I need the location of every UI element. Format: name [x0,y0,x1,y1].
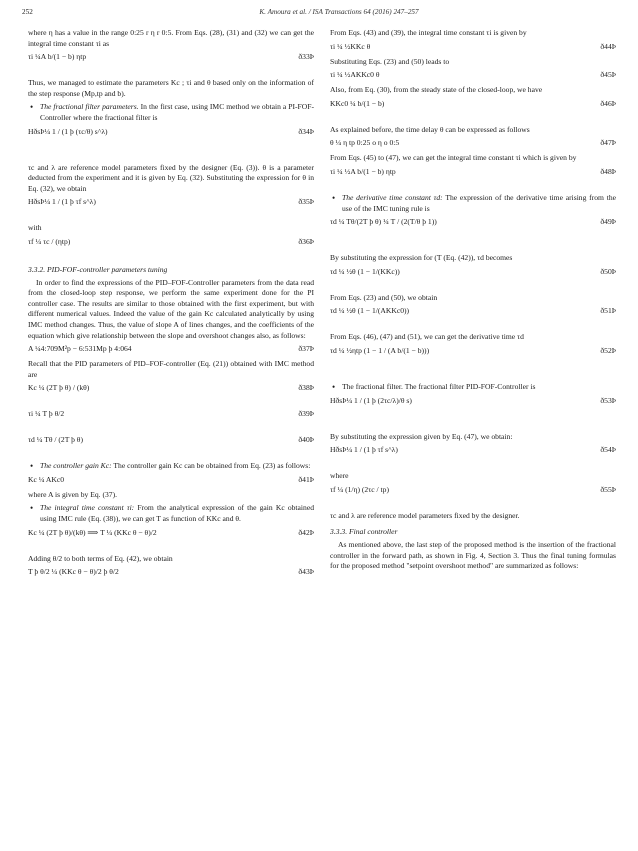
equation-36: τf ¼ τc / (ηtp) ð36Þ [28,236,314,246]
equation-35: HðsÞ¼ 1 / (1 þ τf s^λ) ð35Þ [28,197,314,207]
right-column [330,28,616,575]
equation-47: θ ¼ η tp 0:25 o η o 0:5 ð47Þ [330,138,616,148]
left-column [28,28,314,593]
paragraph: where [330,471,349,481]
equation-41: Kc ¼ AKc0 ð41Þ [28,474,314,484]
paragraph: As mentioned above, the last step of the proposed method is the insertion of the fractional controller in the forward path, as shown in Fig. 4, Section 3. Thus the final tuning formulas for the proposed method "setpoint overshoot method" are summarized as follows: [330,539,616,571]
paragraph: From Eqs. (43) and (39), the integral time constant τi is given by [330,28,527,37]
paragraph: From Eqs. (46), (47) and (51), we can get the derivative time τd [330,332,524,342]
bullet-derivative-time: • The derivative time constant τd: The expression of the derivative time arising from the use of the IMC tuning rule is [330,193,616,214]
equation-45: τi ¼ ½AKKc0 θ ð45Þ [330,70,616,80]
equation-38: Kc ¼ (2T þ θ) / (kθ) ð38Þ [28,383,314,393]
paragraph: Substituting Eqs. (23) and (50) leads to [330,56,450,66]
section-heading: 3.3.2. PID-FOF-controller parameters tuning [28,264,168,274]
equation-43: T þ θ/2 ¼ (KKc θ − θ)/2 þ θ/2 ð43Þ [28,567,314,577]
equation-55: τf ¼ (1/η) (2τc / tp) ð55Þ [330,484,616,494]
paragraph: Also, from Eq. (30), from the steady state of the closed-loop, we have [330,85,543,95]
paragraph: From Eqs. (45) to (47), we can get the integral time constant τi which is given by [330,153,577,163]
equation-33: τi ¼A b/(1 − b) ηtp ð33Þ [28,52,314,62]
paragraph: From Eqs. (23) and (50), we obtain [330,292,438,302]
equation-40: τd ¼ Tθ / (2T þ θ) ð40Þ [28,435,314,445]
equation-46: KKc0 ¼ b/(1 − b) ð46Þ [330,98,616,108]
equation-37: A ¼4:709M²p − 6:531Mp þ 4:064 ð37Þ [28,344,314,354]
paragraph: with [28,223,42,233]
equation-54: HðsÞ¼ 1 / (1 þ τf s^λ) ð54Þ [330,445,616,455]
equation-44: τi ¼ ½KKc θ ð44Þ [330,41,616,51]
equation-42: Kc ¼ (2T þ θ)/(kθ) ⟹ T ¼ (KKc θ − θ)/2 ð42Þ [28,527,314,537]
paragraph: where η has a value in the range 0:25 r η r 0:5. From Eqs. (28), (31) and (32) we can get the integral time constant τi as [28,28,314,48]
paragraph: τc and λ are reference model parameters fixed by the designer (Eq. (3)). θ is a parameter deducted from the experiment and it is given by Eq. (32). Substituting the expression for θ in Eq. (32), we obtain [28,162,314,193]
page-number: 252 [22,8,33,16]
journal-citation: K. Amoura et al. / ISA Transactions 64 (2016) 247–257 [259,8,419,16]
equation-49: τd ¼ Tθ/(2T þ θ) ¼ T / (2(T/θ þ 1)) ð49Þ [330,217,616,227]
bullet-controller-gain: • The controller gain Kc: The controller gain Kc can be obtained from Eq. (23) as follows: [28,461,314,472]
equation-34: HðsÞ¼ 1 / (1 þ (τc/θ) s^λ) ð34Þ [28,126,314,136]
bullet-fractional-filter: • The fractional filter. The fractional filter PID-FOF-Controller is [330,382,616,393]
paragraph: In order to find the expressions of the PID–FOF-Controller parameters from the data read from the closed-loop step response, we perform the same experiment done for the PI controller case. The results are similar to those obtained with the first experiment, but with different numerical values. Indeed the value of the gain Kc calculated analytically by using IMC method changes. Thus, the value of slope A of lines changes, and the coefficients of the equation which give relationship between the slope and overshoot changes also, as follows: [28,277,314,340]
equation-53: HðsÞ¼ 1 / (1 þ (2τc/λ)/θ s) ð53Þ [330,395,616,405]
paragraph: where A is given by Eq. (37). [28,489,117,499]
paragraph: Adding θ/2 to both terms of Eq. (42), we obtain [28,553,173,563]
equation-51: τd ¼ ½θ (1 − 1/(AKKc0)) ð51Þ [330,306,616,316]
bullet-integral-time: • The integral time constant τi: From the analytical expression of the gain Kc obtained using IMC rule (Eq. (38)), we can get T as function of KKc and θ. [28,503,314,524]
section-heading: 3.3.3. Final controller [330,527,398,537]
bullet-fractional-filter: • The fractional filter parameters. In the first case, using IMC method we obtain a PI-FOF-Controller where the fractional filter is [28,102,314,123]
equation-39: τi ¼ T þ θ/2 ð39Þ [28,409,314,419]
page-header [22,8,616,22]
paragraph: Thus, we managed to estimate the parameters Kc ; τi and θ based only on the information of the step response (Mp,tp and b). [28,78,314,98]
paragraph: By substituting the expression given by Eq. (47), we obtain: [330,431,513,441]
equation-48: τi ¼ ½A b/(1 − b) ηtp ð48Þ [330,166,616,176]
paragraph: Recall that the PID parameters of PID–FOF-controller (Eq. (21)) obtained with IMC method are [28,359,314,379]
equation-52: τd ¼ ½ηtp (1 − 1 / (A b/(1 − b))) ð52Þ [330,345,616,355]
paragraph: τc and λ are reference model parameters fixed by the designer. [330,510,520,520]
paragraph: By substituting the expression for (T (Eq. (42)), τd becomes [330,253,513,263]
paragraph: As explained before, the time delay θ can be expressed as follows [330,124,530,134]
equation-50: τd ¼ ½θ (1 − 1/(KKc)) ð50Þ [330,266,616,276]
